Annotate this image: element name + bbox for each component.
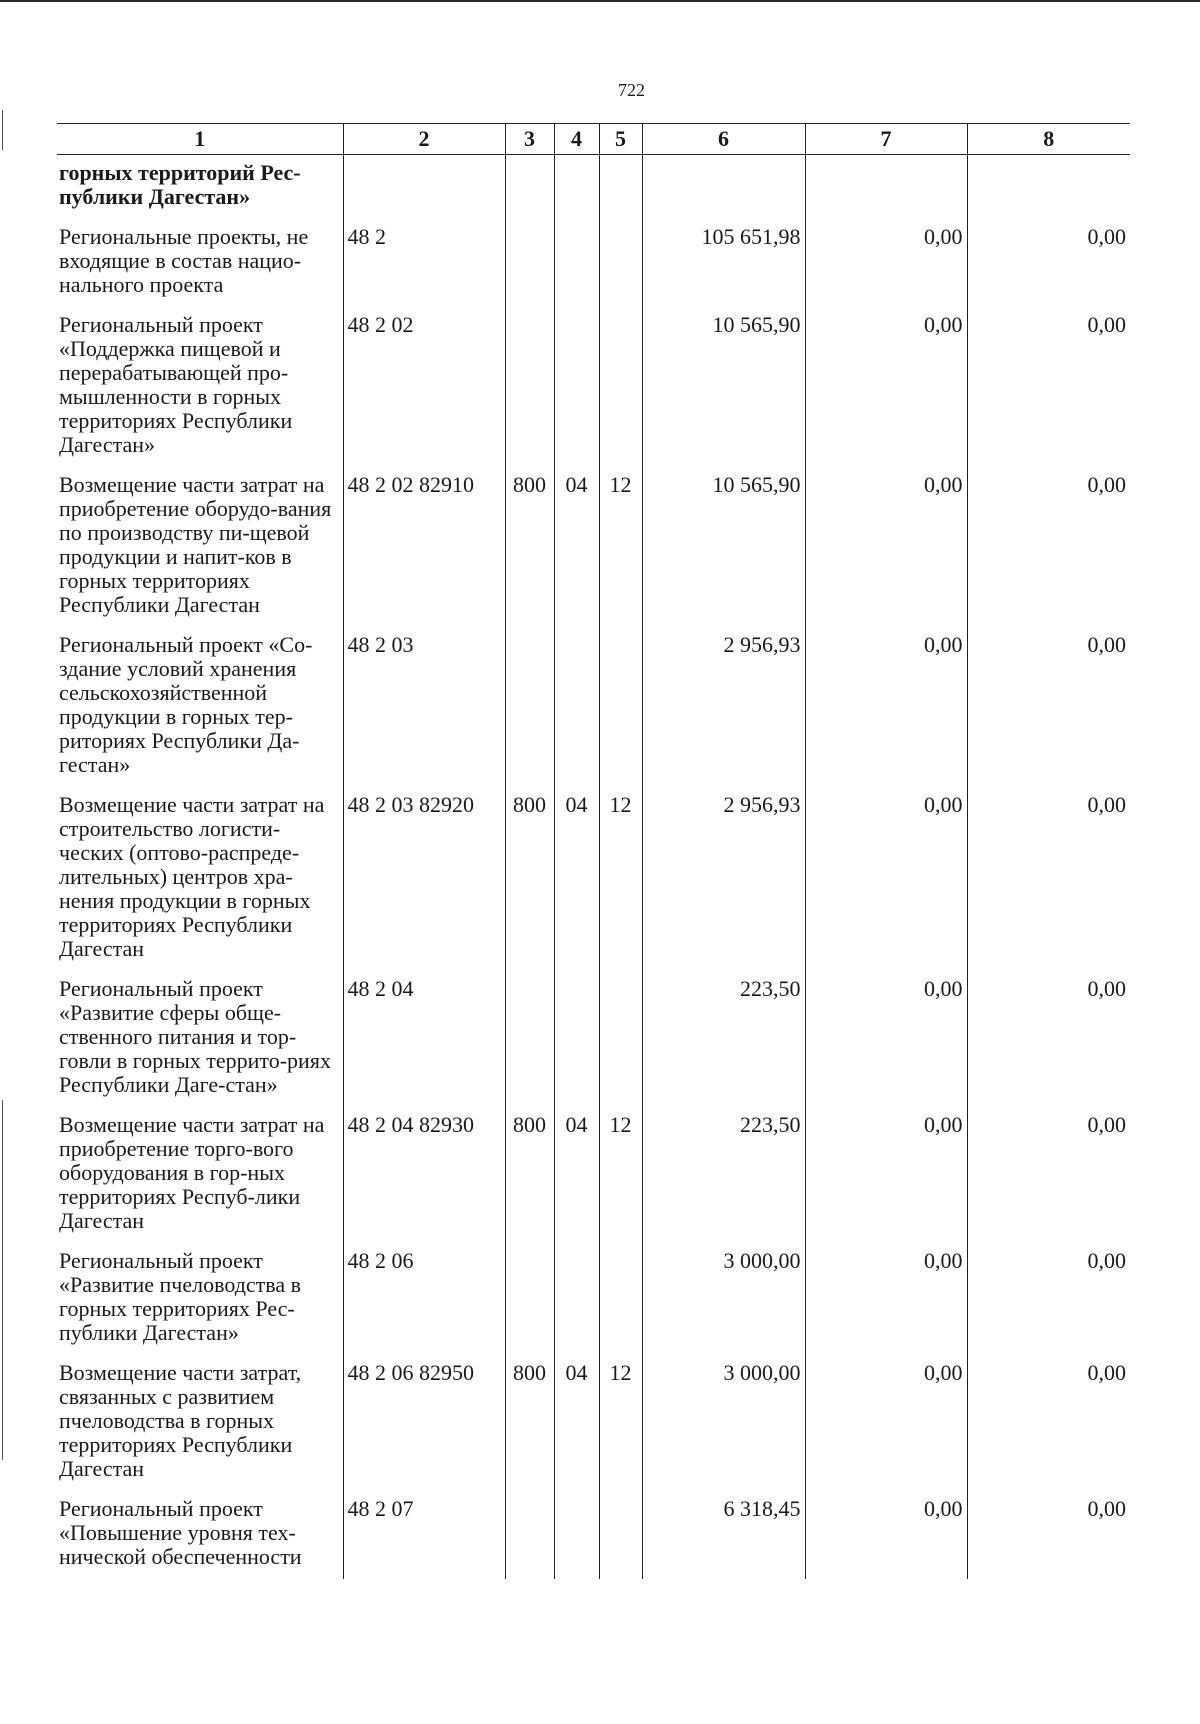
- row-col3-cell: 800: [505, 467, 554, 627]
- row-col5-cell: [599, 1243, 642, 1355]
- row-amount-col8-cell: 0,00: [967, 467, 1130, 627]
- row-col3-cell: [505, 1243, 554, 1355]
- row-code-cell: [343, 155, 505, 220]
- column-header: 7: [805, 124, 967, 155]
- row-name-cell: Региональный проект «Со-здание условий хранения сельскохозяйственной продукции в горных тер-риториях Республики Да-гестан»: [59, 632, 313, 777]
- column-header: 2: [343, 124, 505, 155]
- column-header: 8: [967, 124, 1130, 155]
- page-number: 722: [618, 80, 645, 100]
- row-col4-cell: [554, 307, 599, 467]
- table-row: [57, 1491, 1130, 1579]
- row-amount-col6-cell: 3 000,00: [642, 1243, 805, 1355]
- table-row: [57, 1355, 1130, 1491]
- row-col3-cell: [505, 155, 554, 220]
- row-col4-cell: [554, 1491, 599, 1579]
- table-row: [57, 627, 1130, 787]
- row-amount-col7-cell: 0,00: [805, 467, 967, 627]
- row-amount-col8-cell: 0,00: [967, 307, 1130, 467]
- column-header: 3: [505, 124, 554, 155]
- row-amount-col7-cell: 0,00: [805, 1107, 967, 1243]
- table-row: [57, 219, 1130, 307]
- row-col3-cell: 800: [505, 1355, 554, 1491]
- row-code-cell: 48 2 02: [343, 307, 505, 467]
- row-amount-col7-cell: 0,00: [805, 219, 967, 307]
- budget-table: [57, 123, 1130, 1579]
- row-code-cell: 48 2 06 82950: [343, 1355, 505, 1491]
- row-amount-col6-cell: 223,50: [642, 1107, 805, 1243]
- row-amount-col6-cell: 2 956,93: [642, 627, 805, 787]
- column-header: 5: [599, 124, 642, 155]
- table-body: [57, 155, 1130, 1580]
- row-col4-cell: 04: [554, 467, 599, 627]
- row-amount-col8-cell: 0,00: [967, 627, 1130, 787]
- top-border-rule: [0, 0, 1200, 2]
- row-name-cell: Региональный проект «Повышение уровня тех-нической обеспеченности: [59, 1496, 302, 1569]
- row-amount-col6-cell: 223,50: [642, 971, 805, 1107]
- row-amount-col6-cell: 3 000,00: [642, 1355, 805, 1491]
- row-amount-col8-cell: 0,00: [967, 1243, 1130, 1355]
- row-amount-col7-cell: 0,00: [805, 307, 967, 467]
- row-col4-cell: [554, 1243, 599, 1355]
- row-name-cell: Возмещение части затрат на приобретение торго-вого оборудования в гор-ных территориях Респуб-лики Дагестан: [59, 1112, 325, 1233]
- row-code-cell: 48 2 06: [343, 1243, 505, 1355]
- table-row: [57, 155, 1130, 220]
- row-col5-cell: 12: [599, 1355, 642, 1491]
- row-col3-cell: [505, 627, 554, 787]
- row-name-cell: Возмещение части затрат, связанных с развитием пчеловодства в горных территориях Республики Дагестан: [59, 1360, 302, 1481]
- margin-mark: [2, 110, 3, 150]
- row-col5-cell: [599, 307, 642, 467]
- row-code-cell: 48 2 03: [343, 627, 505, 787]
- row-code-cell: 48 2: [343, 219, 505, 307]
- row-amount-col7-cell: [805, 155, 967, 220]
- row-amount-col6-cell: 2 956,93: [642, 787, 805, 971]
- row-col3-cell: 800: [505, 787, 554, 971]
- row-name-cell: Региональный проект «Развитие пчеловодства в горных территориях Рес-публики Дагестан»: [59, 1248, 302, 1345]
- row-col3-cell: [505, 219, 554, 307]
- row-col4-cell: [554, 627, 599, 787]
- row-col3-cell: [505, 307, 554, 467]
- row-amount-col8-cell: 0,00: [967, 971, 1130, 1107]
- row-amount-col8-cell: 0,00: [967, 1355, 1130, 1491]
- row-amount-col6-cell: [642, 155, 805, 220]
- row-amount-col8-cell: 0,00: [967, 1107, 1130, 1243]
- column-header: 4: [554, 124, 599, 155]
- row-name-cell: Региональный проект «Поддержка пищевой и перерабатывающей про-мышленности в горных территориях Республики Дагестан»: [59, 312, 293, 457]
- row-code-cell: 48 2 07: [343, 1491, 505, 1579]
- row-name-cell: горных территорий Рес-публики Дагестан»: [59, 160, 301, 209]
- row-amount-col8-cell: [967, 155, 1130, 220]
- row-col5-cell: [599, 627, 642, 787]
- row-col4-cell: 04: [554, 787, 599, 971]
- row-amount-col7-cell: 0,00: [805, 971, 967, 1107]
- row-amount-col8-cell: 0,00: [967, 219, 1130, 307]
- row-amount-col7-cell: 0,00: [805, 1243, 967, 1355]
- table-row: [57, 467, 1130, 627]
- row-name-cell: Возмещение части затрат на приобретение оборудо-вания по производству пи-щевой продукции и напит-ков в горных территориях Республики Дагестан: [59, 472, 332, 617]
- table-row: [57, 1243, 1130, 1355]
- row-col3-cell: [505, 1491, 554, 1579]
- row-col4-cell: [554, 155, 599, 220]
- row-col5-cell: 12: [599, 787, 642, 971]
- table-row: [57, 307, 1130, 467]
- row-amount-col8-cell: 0,00: [967, 1491, 1130, 1579]
- row-code-cell: 48 2 03 82920: [343, 787, 505, 971]
- row-col5-cell: [599, 971, 642, 1107]
- row-amount-col6-cell: 6 318,45: [642, 1491, 805, 1579]
- row-col4-cell: 04: [554, 1107, 599, 1243]
- table-row: [57, 1107, 1130, 1243]
- row-amount-col7-cell: 0,00: [805, 1355, 967, 1491]
- row-amount-col7-cell: 0,00: [805, 1491, 967, 1579]
- row-amount-col8-cell: 0,00: [967, 787, 1130, 971]
- row-amount-col7-cell: 0,00: [805, 627, 967, 787]
- column-header: 1: [57, 124, 343, 155]
- row-amount-col6-cell: 10 565,90: [642, 307, 805, 467]
- margin-mark: [2, 1100, 3, 1460]
- row-col5-cell: 12: [599, 467, 642, 627]
- table-header-row: [57, 124, 1130, 155]
- column-header: 6: [642, 124, 805, 155]
- row-amount-col7-cell: 0,00: [805, 787, 967, 971]
- row-name-cell: Региональные проекты, не входящие в состав нацио-нального проекта: [59, 224, 309, 297]
- row-code-cell: 48 2 04: [343, 971, 505, 1107]
- row-col4-cell: [554, 219, 599, 307]
- row-col5-cell: [599, 1491, 642, 1579]
- row-col4-cell: 04: [554, 1355, 599, 1491]
- table-row: [57, 787, 1130, 971]
- row-col5-cell: 12: [599, 1107, 642, 1243]
- row-code-cell: 48 2 04 82930: [343, 1107, 505, 1243]
- row-code-cell: 48 2 02 82910: [343, 467, 505, 627]
- row-amount-col6-cell: 10 565,90: [642, 467, 805, 627]
- row-col3-cell: 800: [505, 1107, 554, 1243]
- row-col5-cell: [599, 219, 642, 307]
- row-col3-cell: [505, 971, 554, 1107]
- table-row: [57, 971, 1130, 1107]
- row-col4-cell: [554, 971, 599, 1107]
- row-name-cell: Региональный проект «Развитие сферы обще-ственного питания и тор-говли в горных террито-риях Республики Даге-стан»: [59, 976, 331, 1097]
- row-col5-cell: [599, 155, 642, 220]
- row-amount-col6-cell: 105 651,98: [642, 219, 805, 307]
- row-name-cell: Возмещение части затрат на строительство логисти-ческих (оптово-распреде-лительных) центров хра-нения продукции в горных территориях Республики Дагестан: [59, 792, 325, 961]
